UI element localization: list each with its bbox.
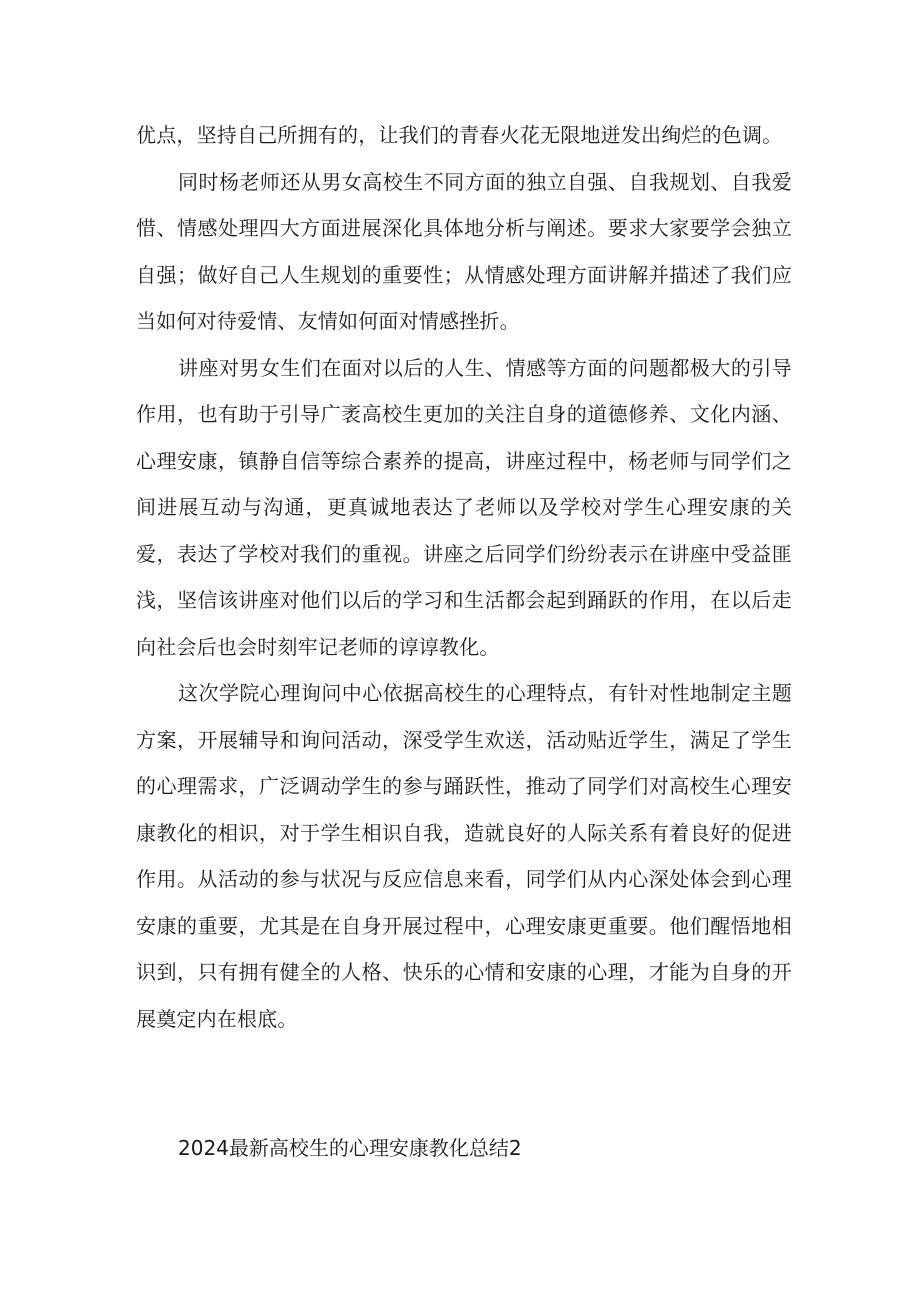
paragraph-continuation: 优点，坚持自己所拥有的，让我们的青春火花无限地迸发出绚烂的色调。 xyxy=(136,123,783,147)
paragraph: 讲座对男女生们在面对以后的人生、情感等方面的问题都极大的引导作用，也有助于引导广袤高校生更加的关注自身的道德修养、文化内涵、心理安康，镇静自信等综合素养的提高，讲座过程中，杨老师与同学们之间进展互动与沟通，更真诚地表达了老师以及学校对学生心理安康的关爱，表达了学校对我们的重视。讲座之后同学们纷纷表示在讲座中受益匪浅，坚信该讲座对他们以后的学习和生活都会起到踊跃的作用，在以后走向社会后也会时刻牢记老师的谆谆教化。 xyxy=(136,355,792,659)
section-title: 2024最新高校生的心理安康教化总结2 xyxy=(178,1136,522,1160)
paragraph: 同时杨老师还从男女高校生不同方面的独立自强、自我规划、自我爱惜、情感处理四大方面进展深化具体地分析与阐述。要求大家要学会独立自强；做好自己人生规划的重要性；从情感处理方面讲解并描述了我们应当如何对待爱情、友情如何面对情感挫折。 xyxy=(136,169,792,333)
paragraph: 这次学院心理询问中心依据高校生的心理特点，有针对性地制定主题方案，开展辅导和询问活动，深受学生欢送，活动贴近学生，满足了学生的心理需求，广泛调动学生的参与踊跃性，推动了同学们对高校生心理安康教化的相识，对于学生相识自我，造就良好的人际关系有着良好的促进作用。从活动的参与状况与反应信息来看，同学们从内心深处体会到心理安康的重要，尤其是在自身开展过程中，心理安康更重要。他们醒悟地相识到，只有拥有健全的人格、快乐的心情和安康的心理，才能为自身的开展奠定内在根底。 xyxy=(136,681,792,1031)
document-body xyxy=(136,112,792,1042)
